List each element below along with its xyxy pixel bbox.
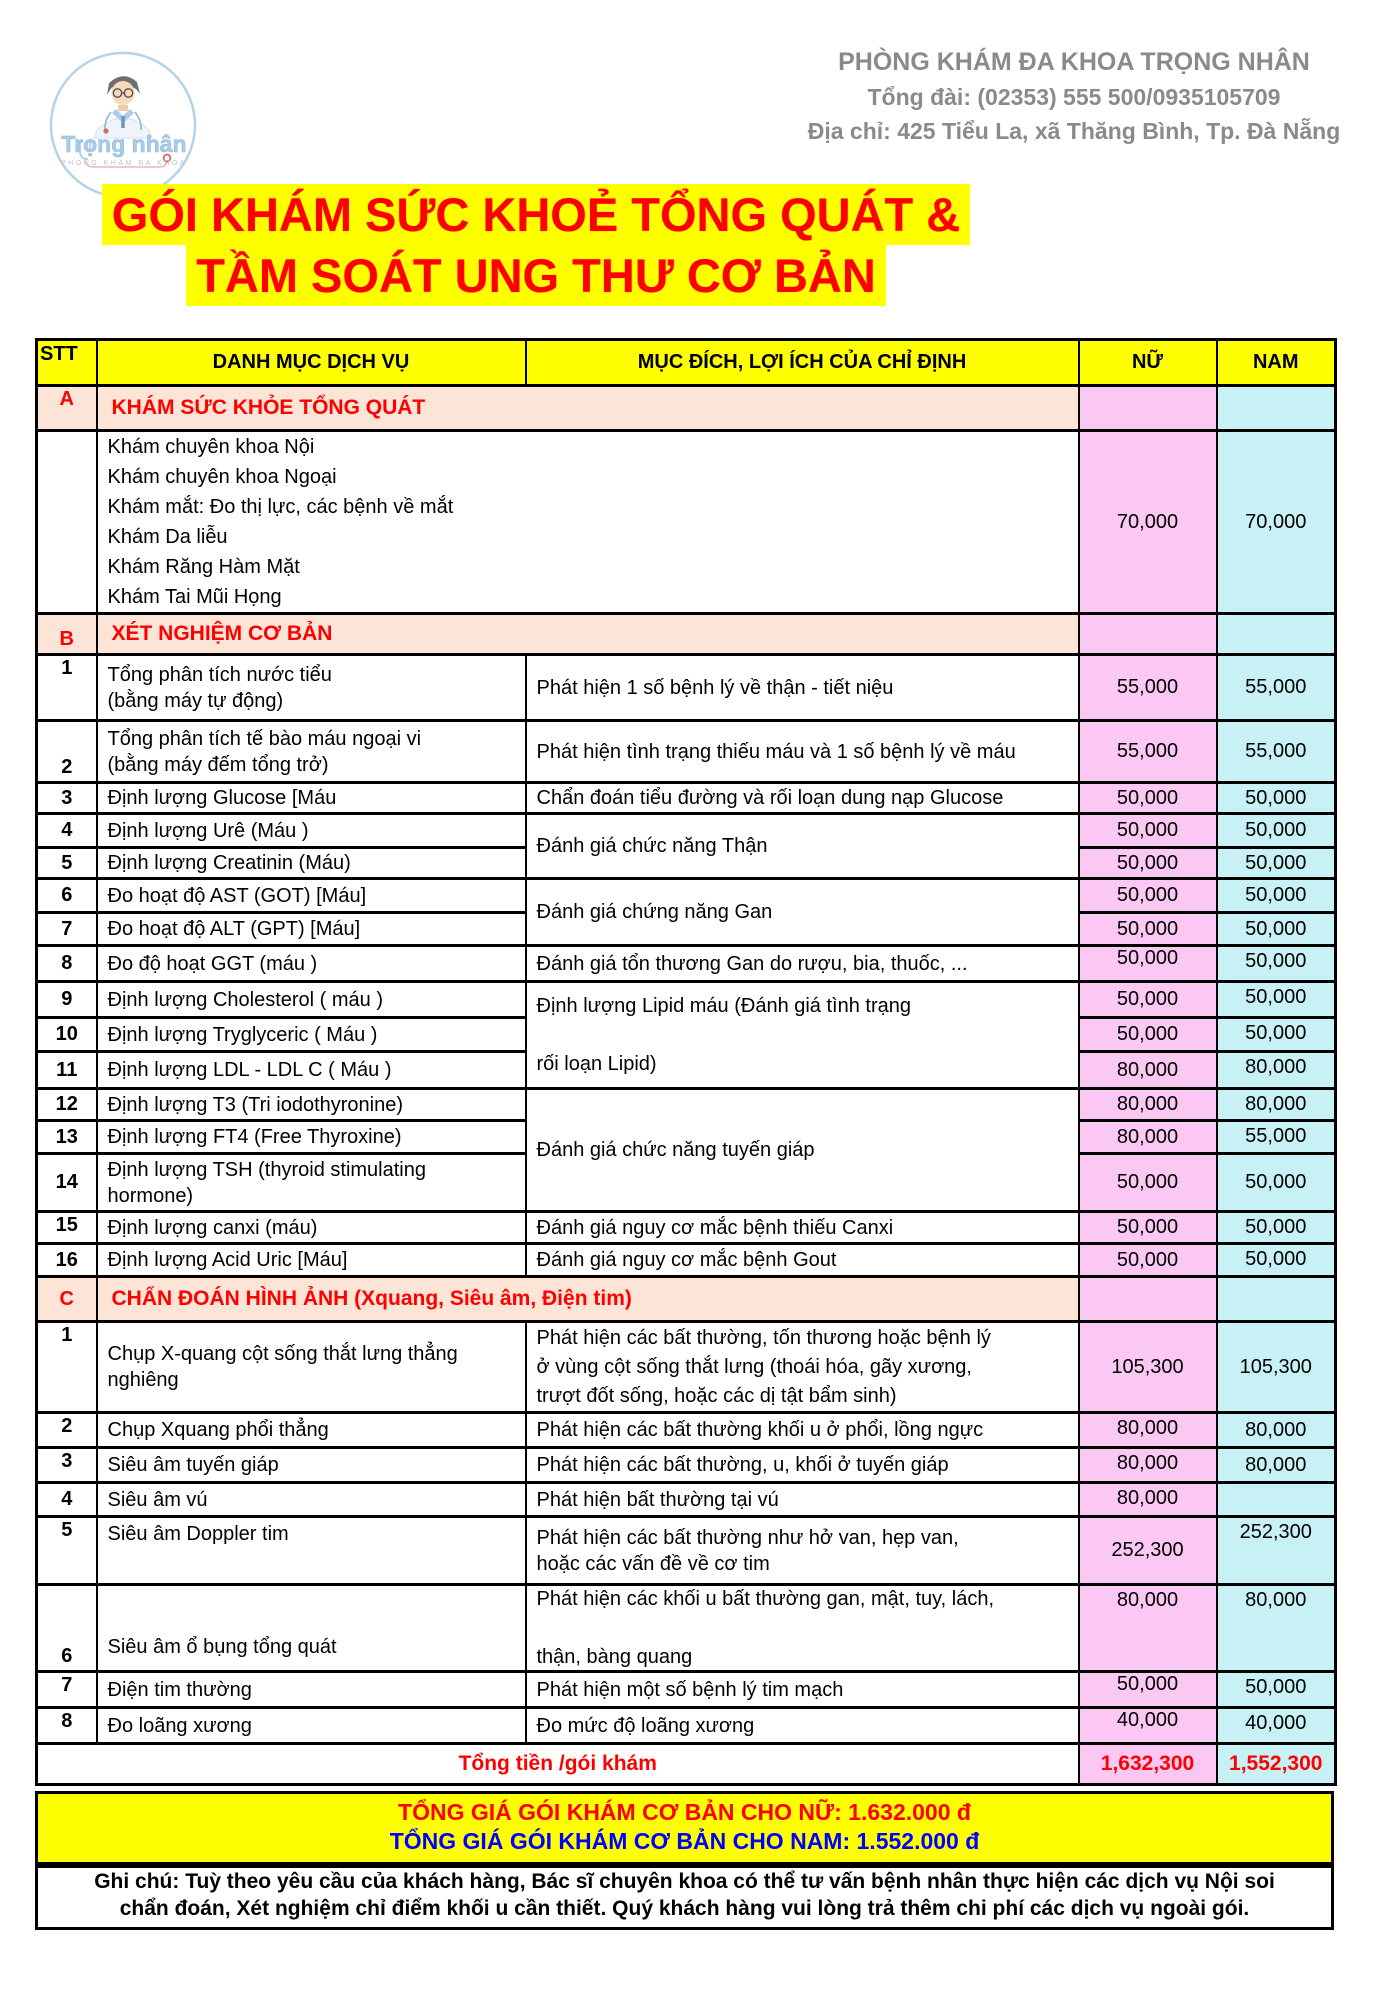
price-female: 50,000 — [1079, 848, 1217, 879]
row-number: 9 — [37, 982, 97, 1018]
row-number: 7 — [37, 913, 97, 946]
service-name: Siêu âm ổ bụng tổng quát — [97, 1585, 526, 1672]
row-number: 12 — [37, 1089, 97, 1121]
row-number: 2 — [37, 1413, 97, 1448]
col-header-stt: STT — [37, 340, 97, 386]
price-male: 50,000 — [1217, 814, 1336, 848]
price-female: 50,000 — [1079, 1672, 1217, 1708]
row-number: 16 — [37, 1244, 97, 1277]
price-female: 80,000 — [1079, 1448, 1217, 1483]
price-female: 80,000 — [1079, 1413, 1217, 1448]
total-price-female: 1,632,300 — [1079, 1744, 1217, 1785]
section-letter: A — [37, 386, 97, 431]
col-header-female: NỮ — [1079, 340, 1217, 386]
logo-sub-text: PHÒNG KHÁM ĐA KHOA — [61, 160, 187, 167]
service-name: Định lượng canxi (máu) — [97, 1212, 526, 1244]
total-price-male: 1,552,300 — [1217, 1744, 1336, 1785]
summary-banner — [35, 1791, 1334, 1868]
clinic-logo — [48, 50, 198, 200]
price-male: 50,000 — [1217, 879, 1336, 913]
row-number: 14 — [37, 1154, 97, 1212]
service-line: Khám Da liễu — [107, 526, 228, 548]
price-female: 55,000 — [1079, 721, 1217, 783]
service-purpose: Phát hiện các bất thường, tốn thương hoặc bệnh lý ở vùng cột sống thắt lưng (thoái hóa, gãy xương, trượt đốt sống, hoặc các dị tật bẩm sinh) — [526, 1322, 1079, 1413]
price-female: 50,000 — [1079, 1018, 1217, 1052]
service-line: Khám chuyên khoa Nội — [107, 436, 315, 458]
table-row — [37, 1413, 1336, 1448]
table-row — [37, 783, 1336, 814]
table-row — [37, 946, 1336, 982]
price-female: 252,300 — [1079, 1517, 1217, 1585]
table-row — [37, 1517, 1336, 1585]
service-purpose: Phát hiện các bất thường khối u ở phổi, lồng ngực — [526, 1413, 1079, 1448]
price-male: 50,000 — [1217, 982, 1336, 1018]
price-male: 50,000 — [1217, 1212, 1336, 1244]
price-male: 80,000 — [1217, 1448, 1336, 1483]
row-number: 11 — [37, 1052, 97, 1089]
service-name: Định lượng LDL - LDL C ( Máu ) — [97, 1052, 526, 1089]
table-row — [37, 721, 1336, 783]
section-letter: B — [37, 614, 97, 655]
price-male — [1217, 1277, 1336, 1322]
service-line: Khám chuyên khoa Ngoại — [107, 466, 337, 488]
service-purpose: Đánh giá tổn thương Gan do rượu, bia, thuốc, ... — [526, 946, 1079, 982]
section-title: KHÁM SỨC KHỎE TỔNG QUÁT — [97, 386, 1079, 431]
price-male — [1217, 1483, 1336, 1517]
row-number: 5 — [37, 1517, 97, 1585]
price-male: 80,000 — [1217, 1585, 1336, 1672]
row-number: 10 — [37, 1018, 97, 1052]
table-row — [37, 1089, 1336, 1121]
price-male: 50,000 — [1217, 946, 1336, 982]
document-title — [0, 184, 1072, 306]
price-male: 50,000 — [1217, 1244, 1336, 1277]
table-row — [37, 1708, 1336, 1744]
service-purpose: Phát hiện các bất thường như hở van, hẹp van, hoặc các vấn đề về cơ tim — [526, 1517, 1079, 1585]
row-number: 4 — [37, 814, 97, 848]
pricing-table — [35, 338, 1337, 1786]
price-female: 80,000 — [1079, 1483, 1217, 1517]
table-row — [37, 1672, 1336, 1708]
note-box — [35, 1862, 1334, 1930]
price-female: 50,000 — [1079, 1154, 1217, 1212]
service-purpose: Đánh giá nguy cơ mắc bệnh thiếu Canxi — [526, 1212, 1079, 1244]
clinic-address: Địa chỉ: 425 Tiểu La, xã Thăng Bình, Tp. Đà Nẵng — [807, 118, 1341, 144]
service-name: Tổng phân tích tế bào máu ngoại vi (bằng máy đếm tổng trở) — [97, 721, 526, 783]
row-number: 1 — [37, 1322, 97, 1413]
section-b-header — [37, 614, 1336, 655]
price-male: 80,000 — [1217, 1052, 1336, 1089]
service-purpose: Phát hiện các khối u bất thường gan, mật, tuy, lách, thận, bàng quang — [526, 1585, 1079, 1672]
table-row — [37, 431, 1336, 614]
price-female — [1079, 614, 1217, 655]
price-male: 50,000 — [1217, 1154, 1336, 1212]
row-number: 8 — [37, 1708, 97, 1744]
price-female: 80,000 — [1079, 1121, 1217, 1154]
price-male: 105,300 — [1217, 1322, 1336, 1413]
service-purpose: Đo mức độ loãng xương — [526, 1708, 1079, 1744]
price-male: 40,000 — [1217, 1708, 1336, 1744]
price-female — [1079, 386, 1217, 431]
row-number: 6 — [37, 879, 97, 913]
table-header-row — [37, 340, 1336, 386]
table-row — [37, 982, 1336, 1018]
price-female: 80,000 — [1079, 1585, 1217, 1672]
price-male: 80,000 — [1217, 1089, 1336, 1121]
price-male: 50,000 — [1217, 783, 1336, 814]
service-name: Định lượng FT4 (Free Thyroxine) — [97, 1121, 526, 1154]
service-name — [97, 431, 1079, 614]
price-female: 55,000 — [1079, 655, 1217, 721]
total-label: Tổng tiền /gói khám — [37, 1744, 1079, 1785]
service-purpose: Phát hiện một số bệnh lý tim mạch — [526, 1672, 1079, 1708]
section-title: XÉT NGHIỆM CƠ BẢN — [97, 614, 1079, 655]
service-name: Đo độ hoạt GGT (máu ) — [97, 946, 526, 982]
col-header-purpose: MỤC ĐÍCH, LỢI ÍCH CỦA CHỈ ĐỊNH — [526, 340, 1079, 386]
table-row — [37, 879, 1336, 913]
price-female: 50,000 — [1079, 913, 1217, 946]
total-row — [37, 1744, 1336, 1785]
service-purpose: Đánh giá chức năng tuyến giáp — [526, 1089, 1079, 1212]
clinic-name: PHÒNG KHÁM ĐA KHOA TRỌNG NHÂN — [838, 48, 1310, 76]
table-row — [37, 1585, 1336, 1672]
row-number: 7 — [37, 1672, 97, 1708]
row-number — [37, 431, 97, 614]
clinic-hotline: Tổng đài: (02353) 555 500/0935105709 — [867, 84, 1281, 110]
price-female: 70,000 — [1079, 431, 1217, 614]
service-name: Định lượng TSH (thyroid stimulating hormone) — [97, 1154, 526, 1212]
price-male: 50,000 — [1217, 848, 1336, 879]
section-c-header — [37, 1277, 1336, 1322]
service-name: Định lượng Acid Uric [Máu] — [97, 1244, 526, 1277]
price-female: 50,000 — [1079, 946, 1217, 982]
service-name: Tổng phân tích nước tiểu (bằng máy tự động) — [97, 655, 526, 721]
table-row — [37, 814, 1336, 848]
service-purpose: Đánh giá nguy cơ mắc bệnh Gout — [526, 1244, 1079, 1277]
section-letter: C — [37, 1277, 97, 1322]
service-purpose: Chẩn đoán tiểu đường và rối loạn dung nạp Glucose — [526, 783, 1079, 814]
price-female: 50,000 — [1079, 1212, 1217, 1244]
service-name: Đo loãng xương — [97, 1708, 526, 1744]
table-row — [37, 1448, 1336, 1483]
price-female: 50,000 — [1079, 814, 1217, 848]
service-purpose: Phát hiện các bất thường, u, khối ở tuyến giáp — [526, 1448, 1079, 1483]
row-number: 4 — [37, 1483, 97, 1517]
service-purpose: Phát hiện bất thường tại vú — [526, 1483, 1079, 1517]
service-name: Đo hoạt độ ALT (GPT) [Máu] — [97, 913, 526, 946]
service-purpose: Đánh giá chức năng Thận — [526, 814, 1079, 879]
row-number: 1 — [37, 655, 97, 721]
price-female — [1079, 1277, 1217, 1322]
price-female: 40,000 — [1079, 1708, 1217, 1744]
price-female: 105,300 — [1079, 1322, 1217, 1413]
service-purpose: Phát hiện 1 số bệnh lý về thận - tiết niệu — [526, 655, 1079, 721]
price-male: 80,000 — [1217, 1413, 1336, 1448]
summary-male: TỔNG GIÁ GÓI KHÁM CƠ BẢN CHO NAM: 1.552.000 đ — [389, 1828, 980, 1854]
section-title: CHẨN ĐOÁN HÌNH ẢNH (Xquang, Siêu âm, Điện tim) — [97, 1277, 1079, 1322]
table-row — [37, 1322, 1336, 1413]
title-line-1: GÓI KHÁM SỨC KHOẺ TỔNG QUÁT & — [102, 184, 970, 245]
col-header-male: NAM — [1217, 340, 1336, 386]
logo-brand-text: Trọng nhân — [61, 131, 187, 157]
price-female: 50,000 — [1079, 1244, 1217, 1277]
summary-female: TỔNG GIÁ GÓI KHÁM CƠ BẢN CHO NỮ: 1.632.000 đ — [398, 1799, 971, 1825]
price-male: 50,000 — [1217, 1672, 1336, 1708]
clinic-logo-graphic — [48, 50, 198, 200]
row-number: 2 — [37, 721, 97, 783]
note-line-2: chẩn đoán, Xét nghiệm chỉ điểm khối u cần thiết. Quý khách hàng vui lòng trả thêm chi phí các dịch vụ ngoài gói. — [119, 1897, 1250, 1920]
service-purpose: Phát hiện tình trạng thiếu máu và 1 số bệnh lý về máu — [526, 721, 1079, 783]
table-row — [37, 1483, 1336, 1517]
service-purpose: Định lượng Lipid máu (Đánh giá tình trạng rối loạn Lipid) — [526, 982, 1079, 1089]
service-name: Định lượng T3 (Tri iodothyronine) — [97, 1089, 526, 1121]
service-name: Siêu âm tuyến giáp — [97, 1448, 526, 1483]
title-line-2: TẦM SOÁT UNG THƯ CƠ BẢN — [186, 245, 886, 306]
row-number: 8 — [37, 946, 97, 982]
row-number: 6 — [37, 1585, 97, 1672]
row-number: 15 — [37, 1212, 97, 1244]
service-line: Khám mắt: Đo thị lực, các bệnh về mắt — [107, 496, 454, 518]
price-male: 55,000 — [1217, 721, 1336, 783]
price-male: 50,000 — [1217, 913, 1336, 946]
service-name: Định lượng Creatinin (Máu) — [97, 848, 526, 879]
price-female: 50,000 — [1079, 879, 1217, 913]
clinic-info — [754, 44, 1394, 148]
col-header-service: DANH MỤC DỊCH VỤ — [97, 340, 526, 386]
service-name: Định lượng Cholesterol ( máu ) — [97, 982, 526, 1018]
service-name: Định lượng Urê (Máu ) — [97, 814, 526, 848]
service-name: Định lượng Glucose [Máu — [97, 783, 526, 814]
price-male: 70,000 — [1217, 431, 1336, 614]
price-male: 50,000 — [1217, 1018, 1336, 1052]
service-line: Khám Răng Hàm Mặt — [107, 556, 300, 578]
note-line-1: Ghi chú: Tuỳ theo yêu cầu của khách hàng, Bác sĩ chuyên khoa có thể tư vấn bệnh nhân thực hiện các dịch vụ Nội soi — [94, 1870, 1275, 1893]
price-male — [1217, 386, 1336, 431]
row-number: 3 — [37, 1448, 97, 1483]
row-number: 3 — [37, 783, 97, 814]
service-name: Đo hoạt độ AST (GOT) [Máu] — [97, 879, 526, 913]
service-name: Chụp Xquang phổi thẳng — [97, 1413, 526, 1448]
price-female: 80,000 — [1079, 1052, 1217, 1089]
price-female: 50,000 — [1079, 783, 1217, 814]
price-female: 80,000 — [1079, 1089, 1217, 1121]
price-male: 55,000 — [1217, 655, 1336, 721]
row-number: 13 — [37, 1121, 97, 1154]
service-purpose: Đánh giá chứng năng Gan — [526, 879, 1079, 946]
service-name: Siêu âm vú — [97, 1483, 526, 1517]
service-name: Định lượng Tryglyceric ( Máu ) — [97, 1018, 526, 1052]
price-male: 252,300 — [1217, 1517, 1336, 1585]
service-line: Khám Tai Mũi Họng — [107, 586, 282, 608]
service-name: Chụp X-quang cột sống thắt lưng thẳng nghiêng — [97, 1322, 526, 1413]
table-row — [37, 1212, 1336, 1244]
section-a-header — [37, 386, 1336, 431]
price-female: 50,000 — [1079, 982, 1217, 1018]
table-row — [37, 655, 1336, 721]
row-number: 5 — [37, 848, 97, 879]
table-row — [37, 1244, 1336, 1277]
price-male — [1217, 614, 1336, 655]
service-name: Siêu âm Doppler tim — [97, 1517, 526, 1585]
price-male: 55,000 — [1217, 1121, 1336, 1154]
service-name: Điện tim thường — [97, 1672, 526, 1708]
